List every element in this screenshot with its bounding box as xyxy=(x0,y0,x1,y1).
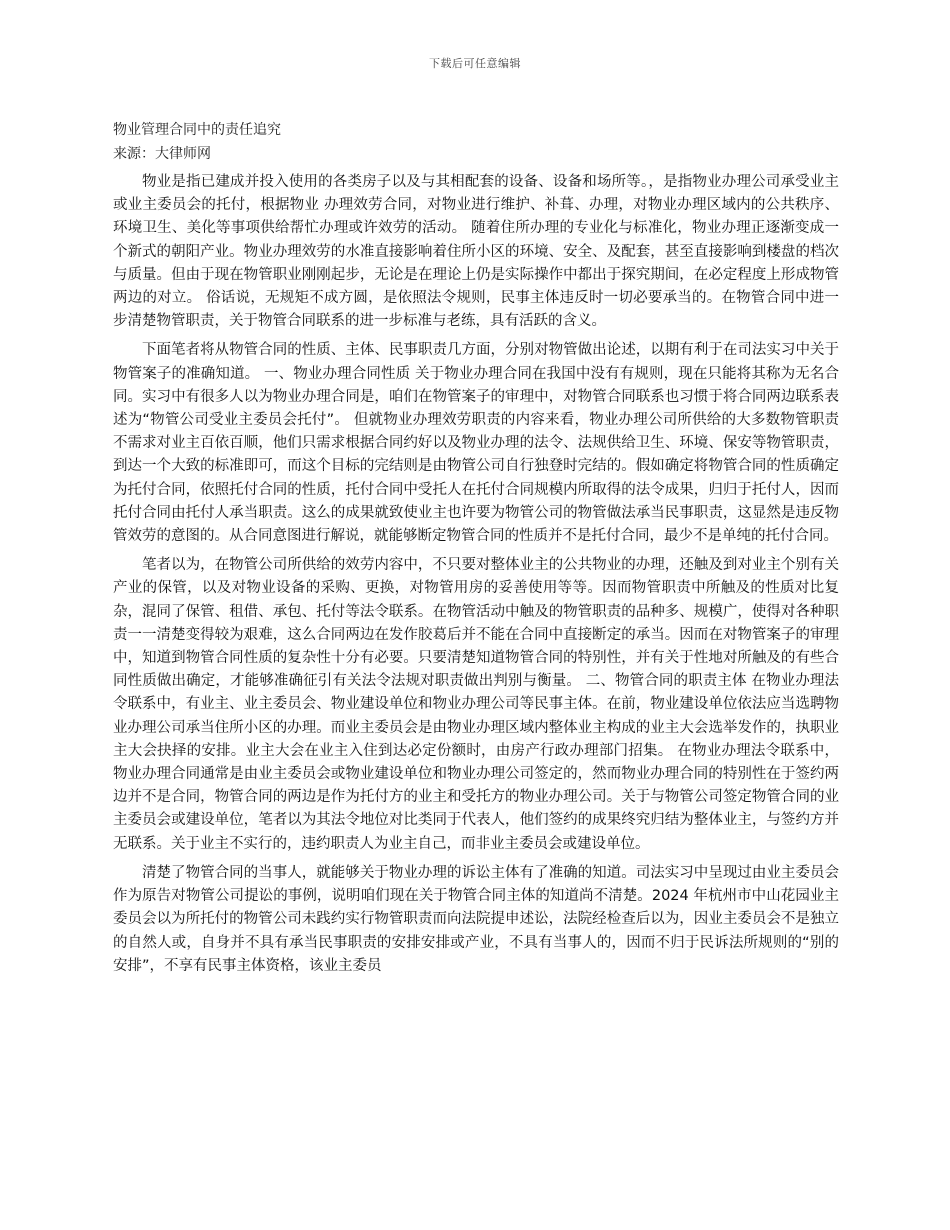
page-header-note: 下载后可任意编辑 xyxy=(429,57,521,70)
document-body xyxy=(113,118,839,978)
document-title: 物业管理合同中的责任追究 xyxy=(113,122,281,138)
document-source: 来源：大律师网 xyxy=(113,146,211,162)
paragraph-3: 笔者以为，在物管公司所供给的效劳内容中，不只要对整体业主的公共物业的办理，还触及到对业主个别有关产业的保管，以及对物业设备的采购、更换，对物管用房的妥善使用等等。因而物管职责中所触及的性质对比复杂，混同了保管、租借、承包、托付等法令联系。在物管活动中触及的物管职责的品种多、规模广，使得对各种职责一一清楚变得较为艰难，这么合同两边在发作胶葛后并不能在合同中直接断定的承当。因而在对物管案子的审理中，知道到物管合同性质的复杂性十分有必要。只要清楚知道物管合同的特别性，并有关于性地对所触及的有些合同性质做出确定，才能够准确征引有关法令法规对职责做出判别与衡量。 二、物管合同的职责主体 在物业办理法令联系中，有业主、业主委员会、物业建设单位和物业办理公司等民事主体。在前，物业建设单位依法应当选聘物业办理公司承当住所小区的办理。而业主委员会是由物业办理区域内整体业主构成的业主大会选举发作的，执职业主大会抉择的安排。业主大会在业主入住到达必定份额时，由房产行政办理部门招集。 在物业办理法令联系中，物业办理合同通常是由业主委员会或物业建设单位和物业办理公司签定的，然而物业办理合同的特别性在于签约两边并不是合同，物管合同的两边是作为托付方的业主和受托方的物业办理公司。关于与物管公司签定物管合同的业主委员会或建设单位，笔者以为其法令地位对比类同于代表人，他们签约的成果终究归结为整体业主，与签约方并无联系。关于业主不实行的，违约职责人为业主自己，而非业主委员会或建设单位。 xyxy=(113,557,839,852)
paragraph-4: 清楚了物管合同的当事人，就能够关于物业办理的诉讼主体有了准确的知道。司法实习中呈现过由业主委员会作为原告对物管公司提讼的事例，说明咱们现在关于物管合同主体的知道尚不清楚。2024 年杭州市中山花园业主委员会以为所托付的物管公司未践约实行物管职责而向法院提申述讼，法院经检查后以为，因业主委员会不是独立的自然人或，自身并不具有承当民事职责的安排安排或产业，不具有当事人的，因而不归于民诉法所规则的“别的安排”，不享有民事主体资格，该业主委员 xyxy=(113,864,839,974)
paragraph-2: 下面笔者将从物管合同的性质、主体、民事职责几方面，分别对物管做出论述，以期有利于在司法实习中关于物管案子的准确知道。 一、物业办理合同性质 关于物业办理合同在我国中没有有规则，现在只能将其称为无名合同。实习中有很多人以为物业办理合同是，咱们在物管案子的审理中，对物管合同联系也习惯于将合同两边联系表述为“物管公司受业主委员会托付”。 但就物业办理效劳职责的内容来看，物业办理公司所供给的大多数物管职责不需求对业主百依百顺，他们只需求根据合同约好以及物业办理的法令、法规供给卫生、环境、保安等物管职责，到达一个大致的标准即可，而这个目标的完结则是由物管公司自行独登时完结的。假如确定将物管合同的性质确定为托付合同，依照托付合同的性质，托付合同中受托人在托付合同规模内所取得的法令成果，归归于托付人，因而托付合同由托付人承当职责。这么的成果就致使业主也许要为物管公司的物管做法承当民事职责，这显然是违反物管效劳的意图的。从合同意图进行解说，就能够断定物管合同的性质并不是托付合同，最少不是单纯的托付合同。 xyxy=(113,342,839,545)
paragraph-1: 物业是指已建成并投入使用的各类房子以及与其相配套的设备、设备和场所等。，是指物业办理公司承受业主或业主委员会的托付，根据物业 办理效劳合同，对物业进行维护、补葺、办理，对物业办理区域内的公共秩序、环境卫生、美化等事项供给帮忙办理或许效劳的活动。 随着住所办理的专业化与标准化，物业办理正逐渐变成一个新式的朝阳产业。物业办理效劳的水准直接影响着住所小区的环境、安全、及配套，甚至直接影响到楼盘的档次与质量。但由于现在物管职业刚刚起步，无论是在理论上仍是实际操作中都出于探究期间，在必定程度上形成物管两边的对立。 俗话说，无规矩不成方圆，是依照法令规则，民事主体违反时一切必要承当的。在物管合同中进一步清楚物管职责，关于物管合同联系的进一步标准与老练，具有活跃的含义。 xyxy=(113,174,839,330)
